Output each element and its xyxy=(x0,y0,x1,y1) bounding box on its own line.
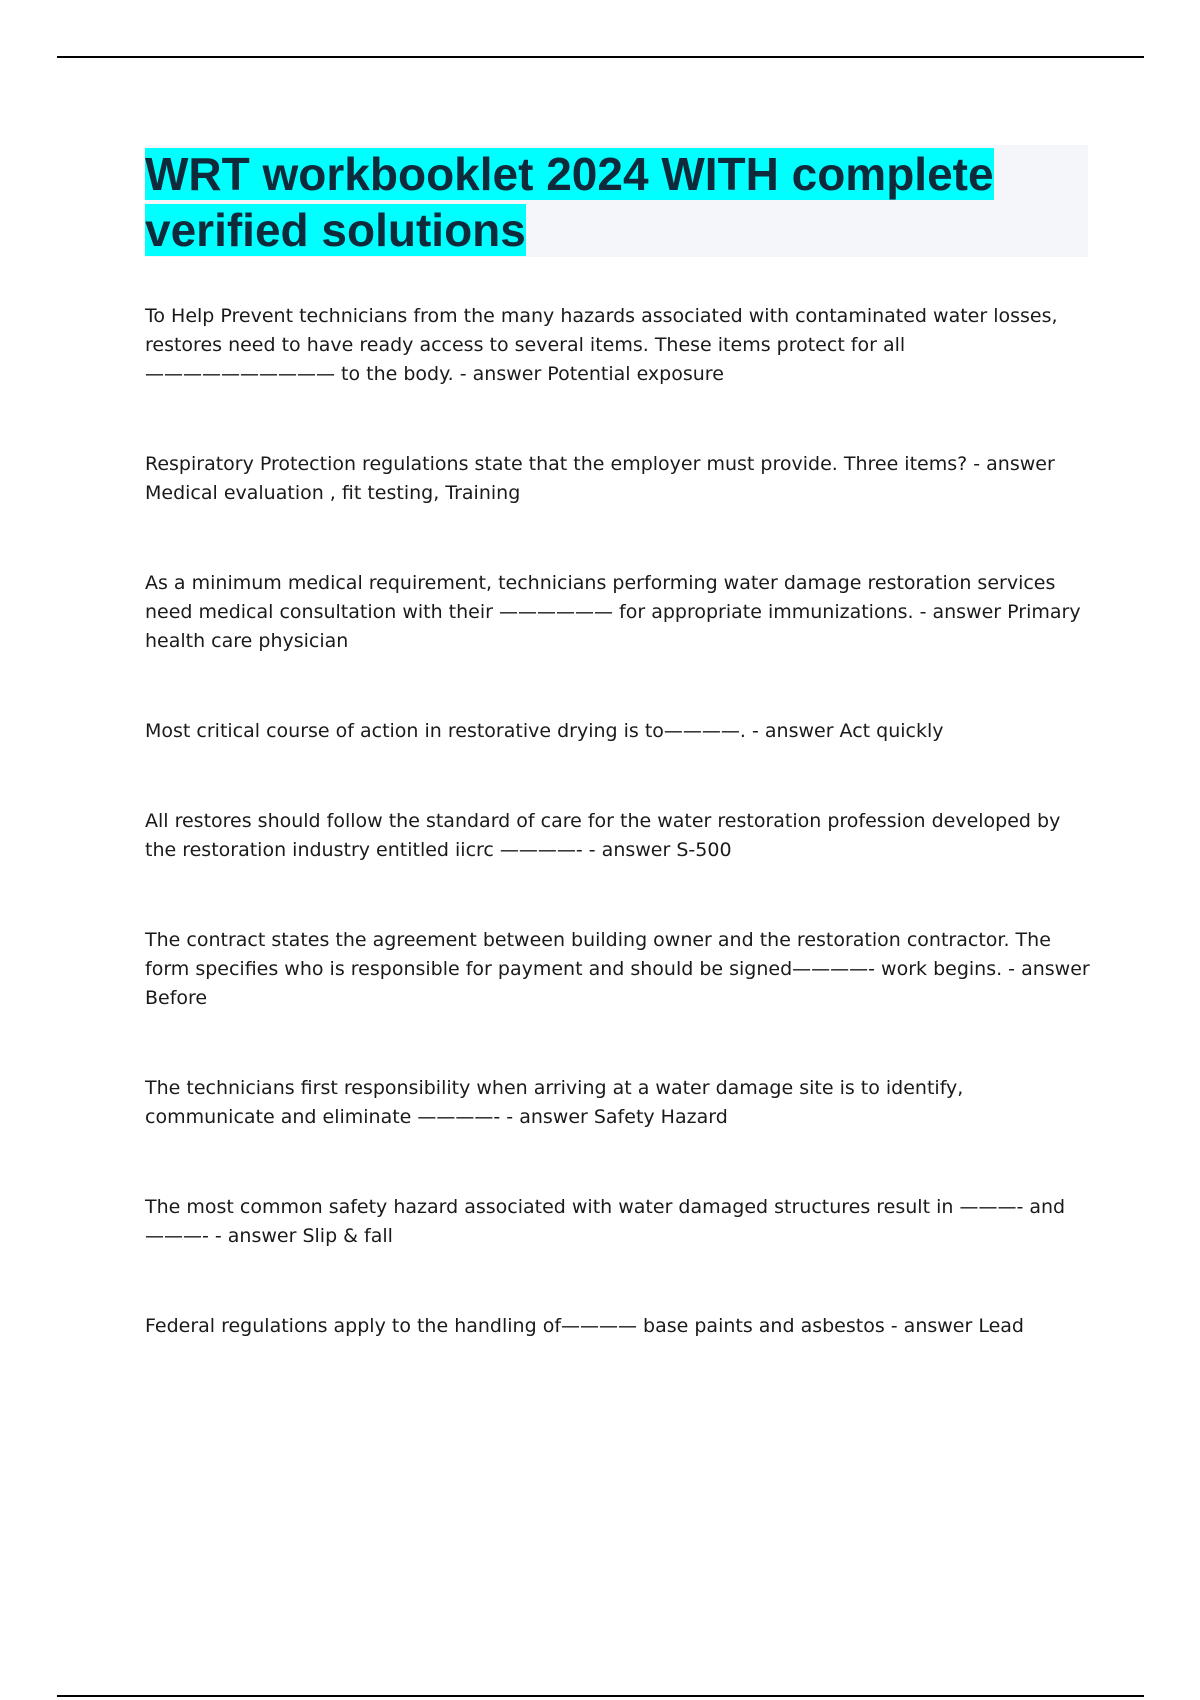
qa-item-5: All restores should follow the standard of care for the water restoration profession developed by the restoration industry entitled iicrc ————- - answer S-500 xyxy=(145,810,1061,861)
qa-item-9: Federal regulations apply to the handling of———— base paints and asbestos - answer Lead xyxy=(145,1315,1024,1337)
qa-item-6: The contract states the agreement between building owner and the restoration contractor. The form specifies who is responsible for payment and should be signed————- work begins. - answer Before xyxy=(145,929,1090,1009)
document-title xyxy=(145,146,1085,258)
qa-item-1: To Help Prevent technicians from the many hazards associated with contaminated water losses, restores need to have ready access to several items. These items protect for all—————————— to the body. - answer Potential exposure xyxy=(145,305,1058,385)
title-line-1: WRT workbooklet 2024 WITH complete xyxy=(145,148,994,200)
qa-item-2: Respiratory Protection regulations state that the employer must provide. Three items? - answer Medical evaluation , fit testing, Training xyxy=(145,453,1055,504)
qa-item-3: As a minimum medical requirement, technicians performing water damage restoration services need medical consultation with their —————— for appropriate immunizations. - answer Primary health care physician xyxy=(145,572,1081,652)
qa-item-4: Most critical course of action in restorative drying is to————. - answer Act quickly xyxy=(145,720,944,742)
question-answer-list xyxy=(145,302,1090,1341)
bottom-rule xyxy=(57,1695,1144,1697)
top-rule xyxy=(57,56,1144,58)
qa-item-7: The technicians first responsibility when arriving at a water damage site is to identify, communicate and eliminate ————- - answer Safety Hazard xyxy=(145,1077,964,1128)
qa-item-8: The most common safety hazard associated with water damaged structures result in ———- and ———- - answer Slip & fall xyxy=(145,1196,1066,1247)
title-line-2: verified solutions xyxy=(145,204,526,256)
